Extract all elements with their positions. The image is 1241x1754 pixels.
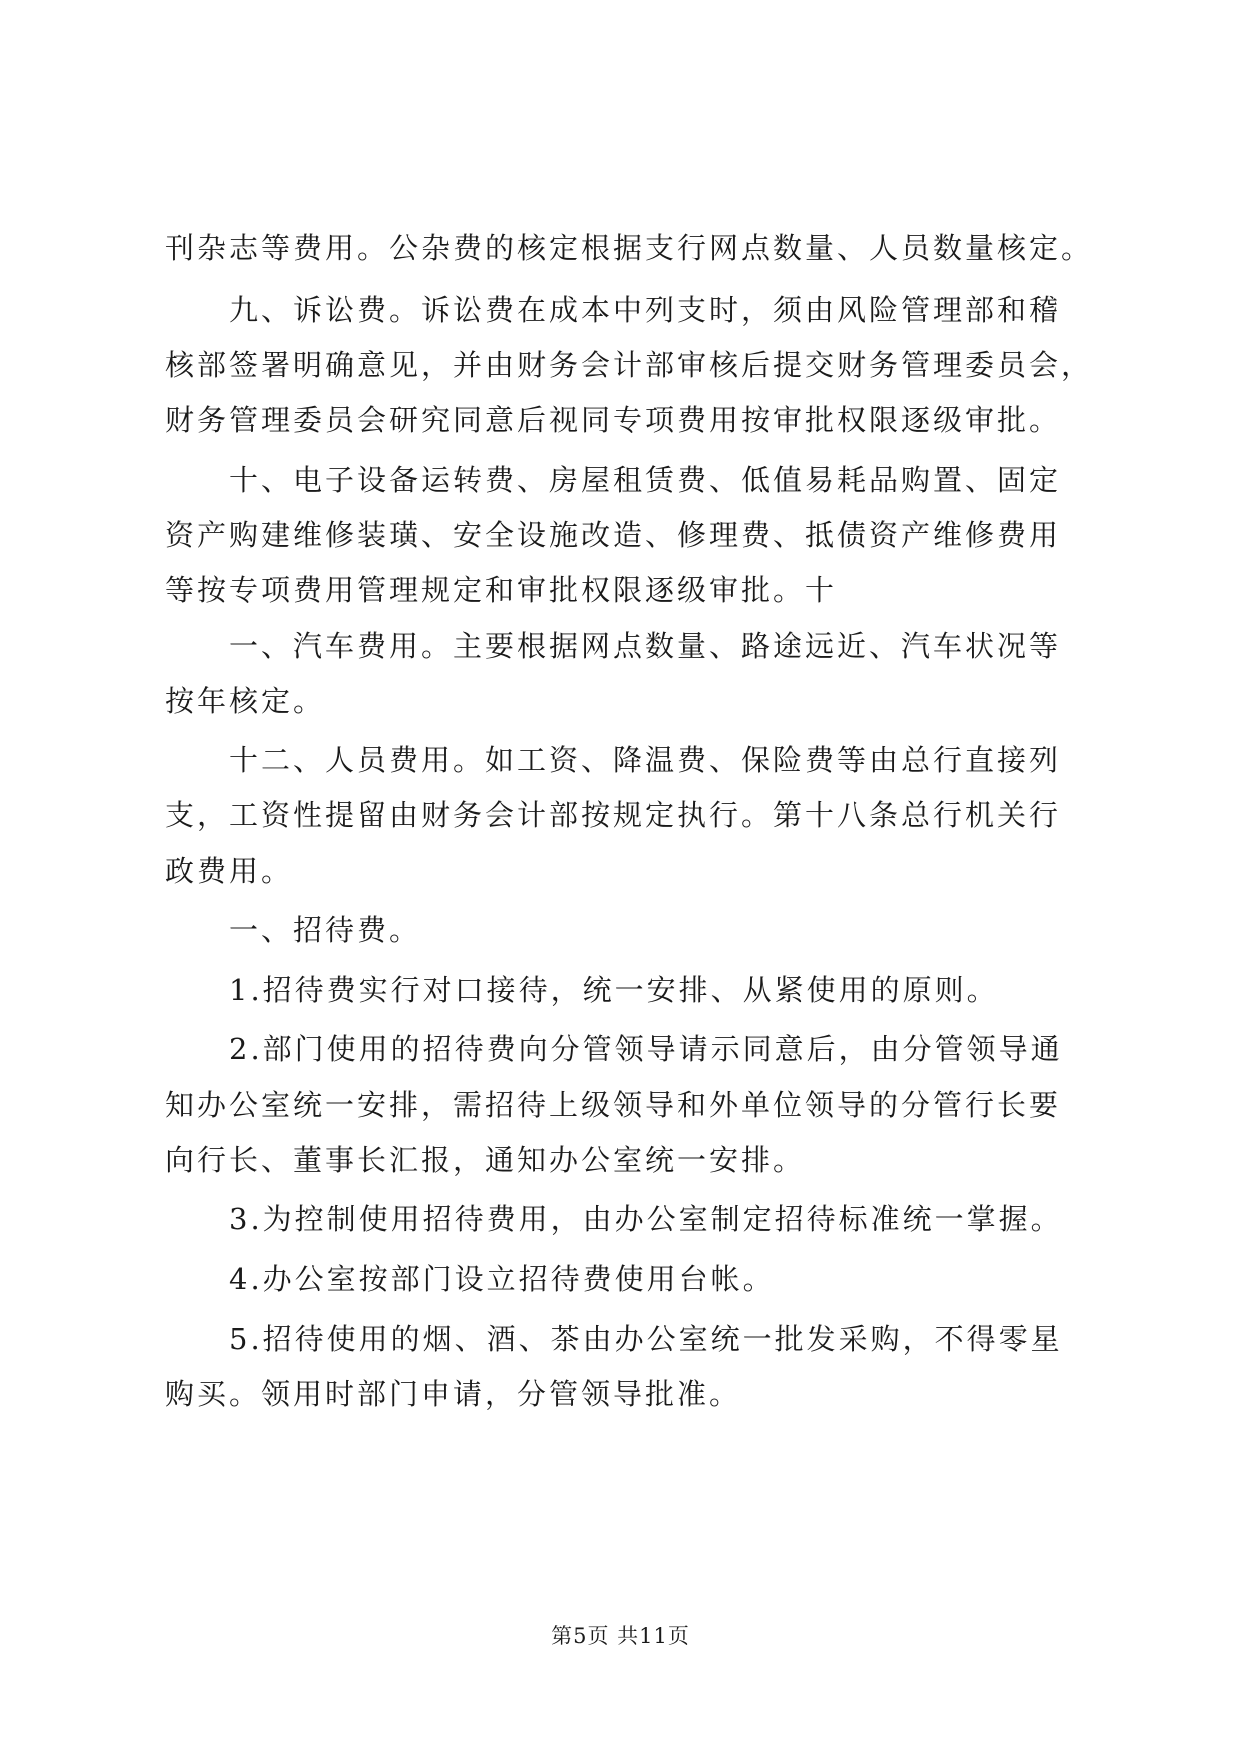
text-line: 财务管理委员会研究同意后视同专项费用按审批权限逐级审批。 <box>165 403 1062 437</box>
text-line: 购买。领用时部门申请，分管领导批准。 <box>165 1377 742 1411</box>
text-line: 核部签署明确意见，并由财务会计部审核后提交财务管理委员会， <box>165 348 1094 382</box>
text-line: 刊杂志等费用。公杂费的核定根据支行网点数量、人员数量核定。 <box>165 231 1094 265</box>
text-line: 十二、人员费用。如工资、降温费、保险费等由总行直接列 <box>165 743 1062 777</box>
page-footer: 第5页 共11页 <box>551 1624 690 1648</box>
text-line: 2.部门使用的招待费向分管领导请示同意后，由分管领导通 <box>165 1032 1063 1066</box>
text-line: 政费用。 <box>165 854 294 888</box>
text-line: 4.办公室按部门设立招待费使用台帐。 <box>165 1262 775 1296</box>
text-line: 1.招待费实行对口接待，统一安排、从紧使用的原则。 <box>165 973 999 1007</box>
text-line: 知办公室统一安排，需招待上级领导和外单位领导的分管行长要 <box>165 1088 1062 1122</box>
text-line: 资产购建维修装璜、安全设施改造、修理费、抵债资产维修费用 <box>165 518 1062 552</box>
text-line: 向行长、董事长汇报，通知办公室统一安排。 <box>165 1143 806 1177</box>
text-line: 支，工资性提留由财务会计部按规定执行。第十八条总行机关行 <box>165 798 1062 832</box>
text-line: 5.招待使用的烟、酒、茶由办公室统一批发采购，不得零星 <box>165 1322 1063 1356</box>
text-line: 一、汽车费用。主要根据网点数量、路途远近、汽车状况等 <box>165 629 1062 663</box>
text-line: 等按专项费用管理规定和审批权限逐级审批。十 <box>165 573 838 607</box>
text-line: 按年核定。 <box>165 684 326 718</box>
text-line: 十、电子设备运转费、房屋租赁费、低值易耗品购置、固定 <box>165 463 1062 497</box>
text-line: 九、诉讼费。诉讼费在成本中列支时，须由风险管理部和稽 <box>165 293 1062 327</box>
text-line: 一、招待费。 <box>165 913 422 947</box>
text-line: 3.为控制使用招待费用，由办公室制定招待标准统一掌握。 <box>165 1202 1063 1236</box>
